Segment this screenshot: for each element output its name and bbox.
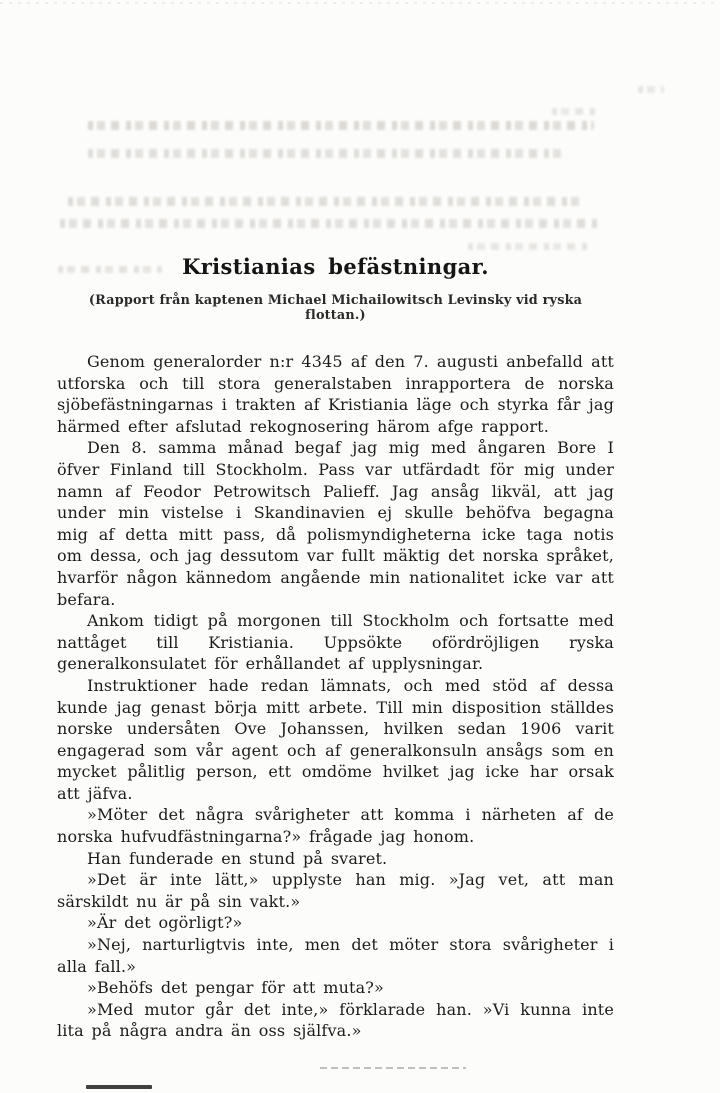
- document-body: [57, 351, 614, 1042]
- paragraph: »Är det ogörligt?»: [87, 913, 243, 933]
- scan-artifact: [68, 197, 584, 206]
- paragraph: »Det är inte lätt,» upplyste han mig. »Jag vet, att man särskildt nu är på sin vakt.»: [57, 870, 614, 911]
- page-subtitle: (Rapport från kaptenen Michael Michailowitsch Levinsky vid ryska flottan.): [88, 293, 583, 323]
- scan-artifact: [468, 243, 588, 250]
- paragraph: »Nej, narturligtvis inte, men det möter stora svårigheter i alla fall.»: [57, 935, 614, 976]
- scan-artifact: [88, 149, 566, 158]
- scan-edge-artifact: [0, 2, 720, 4]
- paragraph: »Möter det några svårigheter att komma i närheten af de norska hufvudfästningarna?» frågade jag honom.: [57, 805, 614, 847]
- scan-artifact: [638, 86, 664, 93]
- paragraph: Den 8. samma månad begaf jag mig med ångaren Bore I öfver Finland till Stockholm. Pass var utfärdadt för mig under namn af Feodor Petrowitsch Palieff. Jag ansåg likväl, att jag under min vistelse i Skandinavien ej skulle behöfva begagna mig af detta mitt pass, då polismyndigheterna icke taga notis om dessa, och jag dessutom var fullt mäktig det norska språket, hvarför någon kännedom angående min nationalitet icke var att befara.: [57, 438, 614, 609]
- scan-rule-artifact: [320, 1067, 466, 1069]
- scan-artifact: [552, 108, 596, 115]
- paragraph: Instruktioner hade redan lämnats, och med stöd af dessa kunde jag genast börja mitt arbete. Till min disposition ställdes norske undersåten Ove Johanssen, hvilken sedan 1906 varit engagerad som vår agent och af generalkonsuln ansågs som en mycket pålitlig person, ett omdöme hvilket jag icke har orsak att jäfva.: [57, 675, 614, 803]
- scan-artifact: [88, 121, 594, 130]
- paragraph: Han funderade en stund på svaret.: [87, 848, 388, 868]
- page-title: Kristianias befästningar.: [182, 254, 489, 279]
- paragraph: Genom generalorder n:r 4345 af den 7. augusti anbefalld att utforska och till stora generalstaben inrapportera de norska sjöbefästningarnas i trakten af Kristiania läge och styrka får jag härmed efter afslutad rekognosering härom afge rapport.: [57, 352, 614, 436]
- paragraph: »Behöfs det pengar för att muta?»: [87, 978, 384, 998]
- paragraph: »Med mutor går det inte,» förklarade han. »Vi kunna inte lita på några andra än oss själfva.»: [57, 999, 614, 1041]
- scan-mark-artifact: [86, 1085, 152, 1089]
- text-block: [57, 254, 614, 1042]
- paragraph: Ankom tidigt på morgonen till Stockholm och fortsatte med nattåget till Kristiania. Uppsökte ofördröjligen ryska generalkonsulatet för erhållandet af upplysningar.: [57, 611, 614, 674]
- scan-artifact: [60, 219, 600, 228]
